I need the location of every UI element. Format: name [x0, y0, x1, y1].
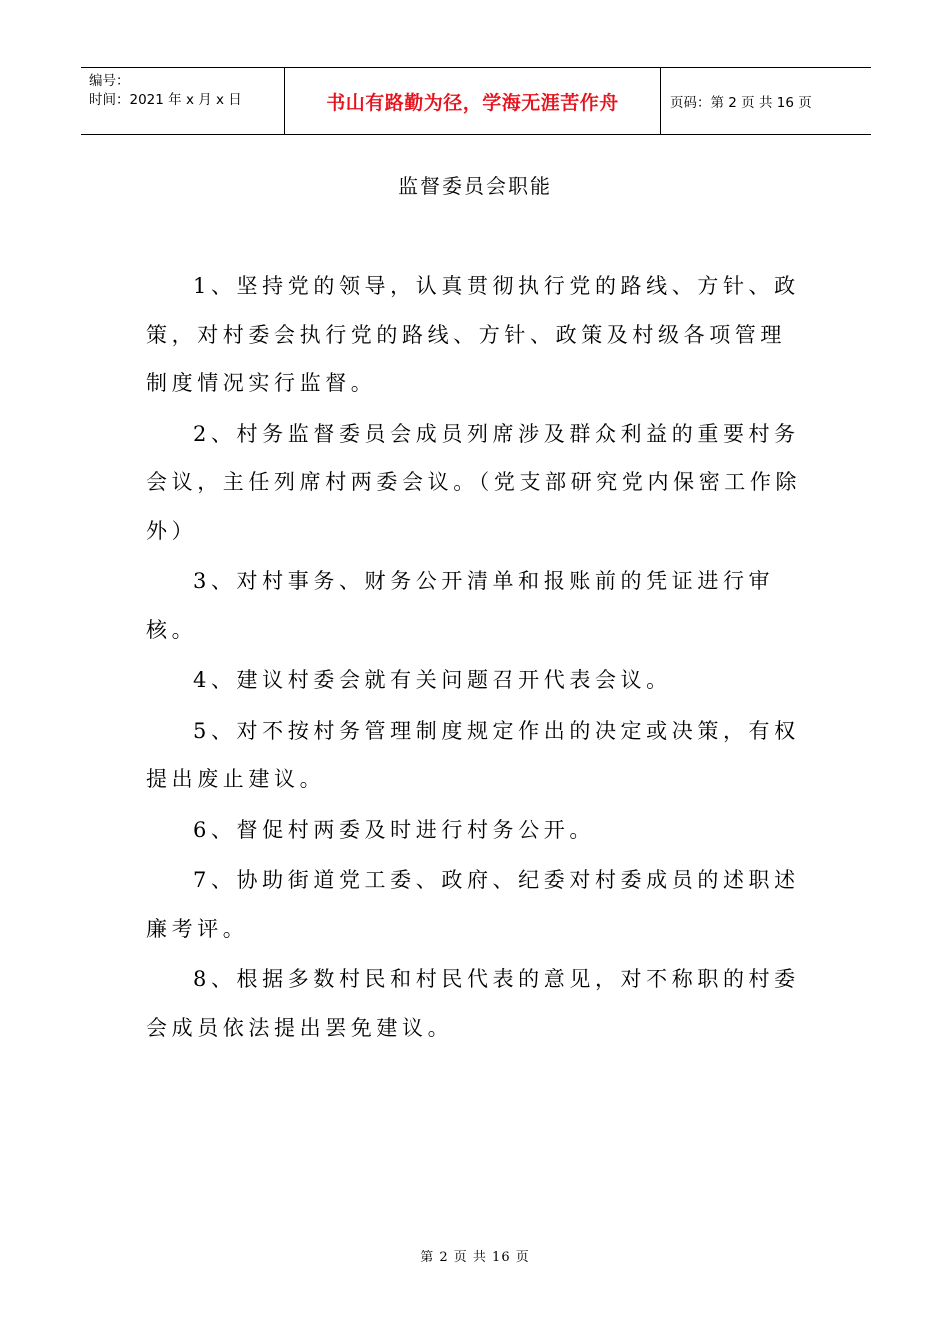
document-date: 时间：2021 年 x 月 x 日	[89, 92, 242, 108]
paragraph-1: 1、坚持党的领导，认真贯彻执行党的路线、方针、政策，对村委会执行党的路线、方针、政策及村级各项管理制度情况实行监督。	[146, 274, 800, 395]
document-body	[146, 262, 810, 1054]
page-header	[81, 67, 871, 135]
header-page-info: 页码：第 2 页 共 16 页	[670, 95, 812, 111]
header-motto: 书山有路勤为径，学海无涯苦作舟	[284, 68, 661, 134]
document-title: 监督委员会职能	[398, 174, 552, 198]
paragraph-2: 2、村务监督委员会成员列席涉及群众利益的重要村务会议，主任列席村两委会议。（党支部研究党内保密工作除外）	[146, 421, 802, 543]
document-number-label: 编号：	[89, 73, 130, 89]
paragraph-5: 5、对不按村务管理制度规定作出的决定或决策，有权提出废止建议。	[146, 718, 800, 791]
paragraph-8: 8、根据多数村民和村民代表的意见，对不称职的村委会成员依法提出罢免建议。	[146, 967, 800, 1040]
paragraph-3: 3、对村事务、财务公开清单和报账前的凭证进行审核。	[146, 569, 775, 642]
paragraph-4: 4、建议村委会就有关问题召开代表会议。	[193, 668, 672, 692]
paragraph-6: 6、督促村两委及时进行村务公开。	[193, 817, 595, 842]
header-meta	[81, 68, 284, 134]
paragraph-7: 7、协助街道党工委、政府、纪委对村委成员的述职述廉考评。	[146, 868, 800, 941]
page-footer: 第 2 页 共 16 页	[420, 1250, 530, 1265]
